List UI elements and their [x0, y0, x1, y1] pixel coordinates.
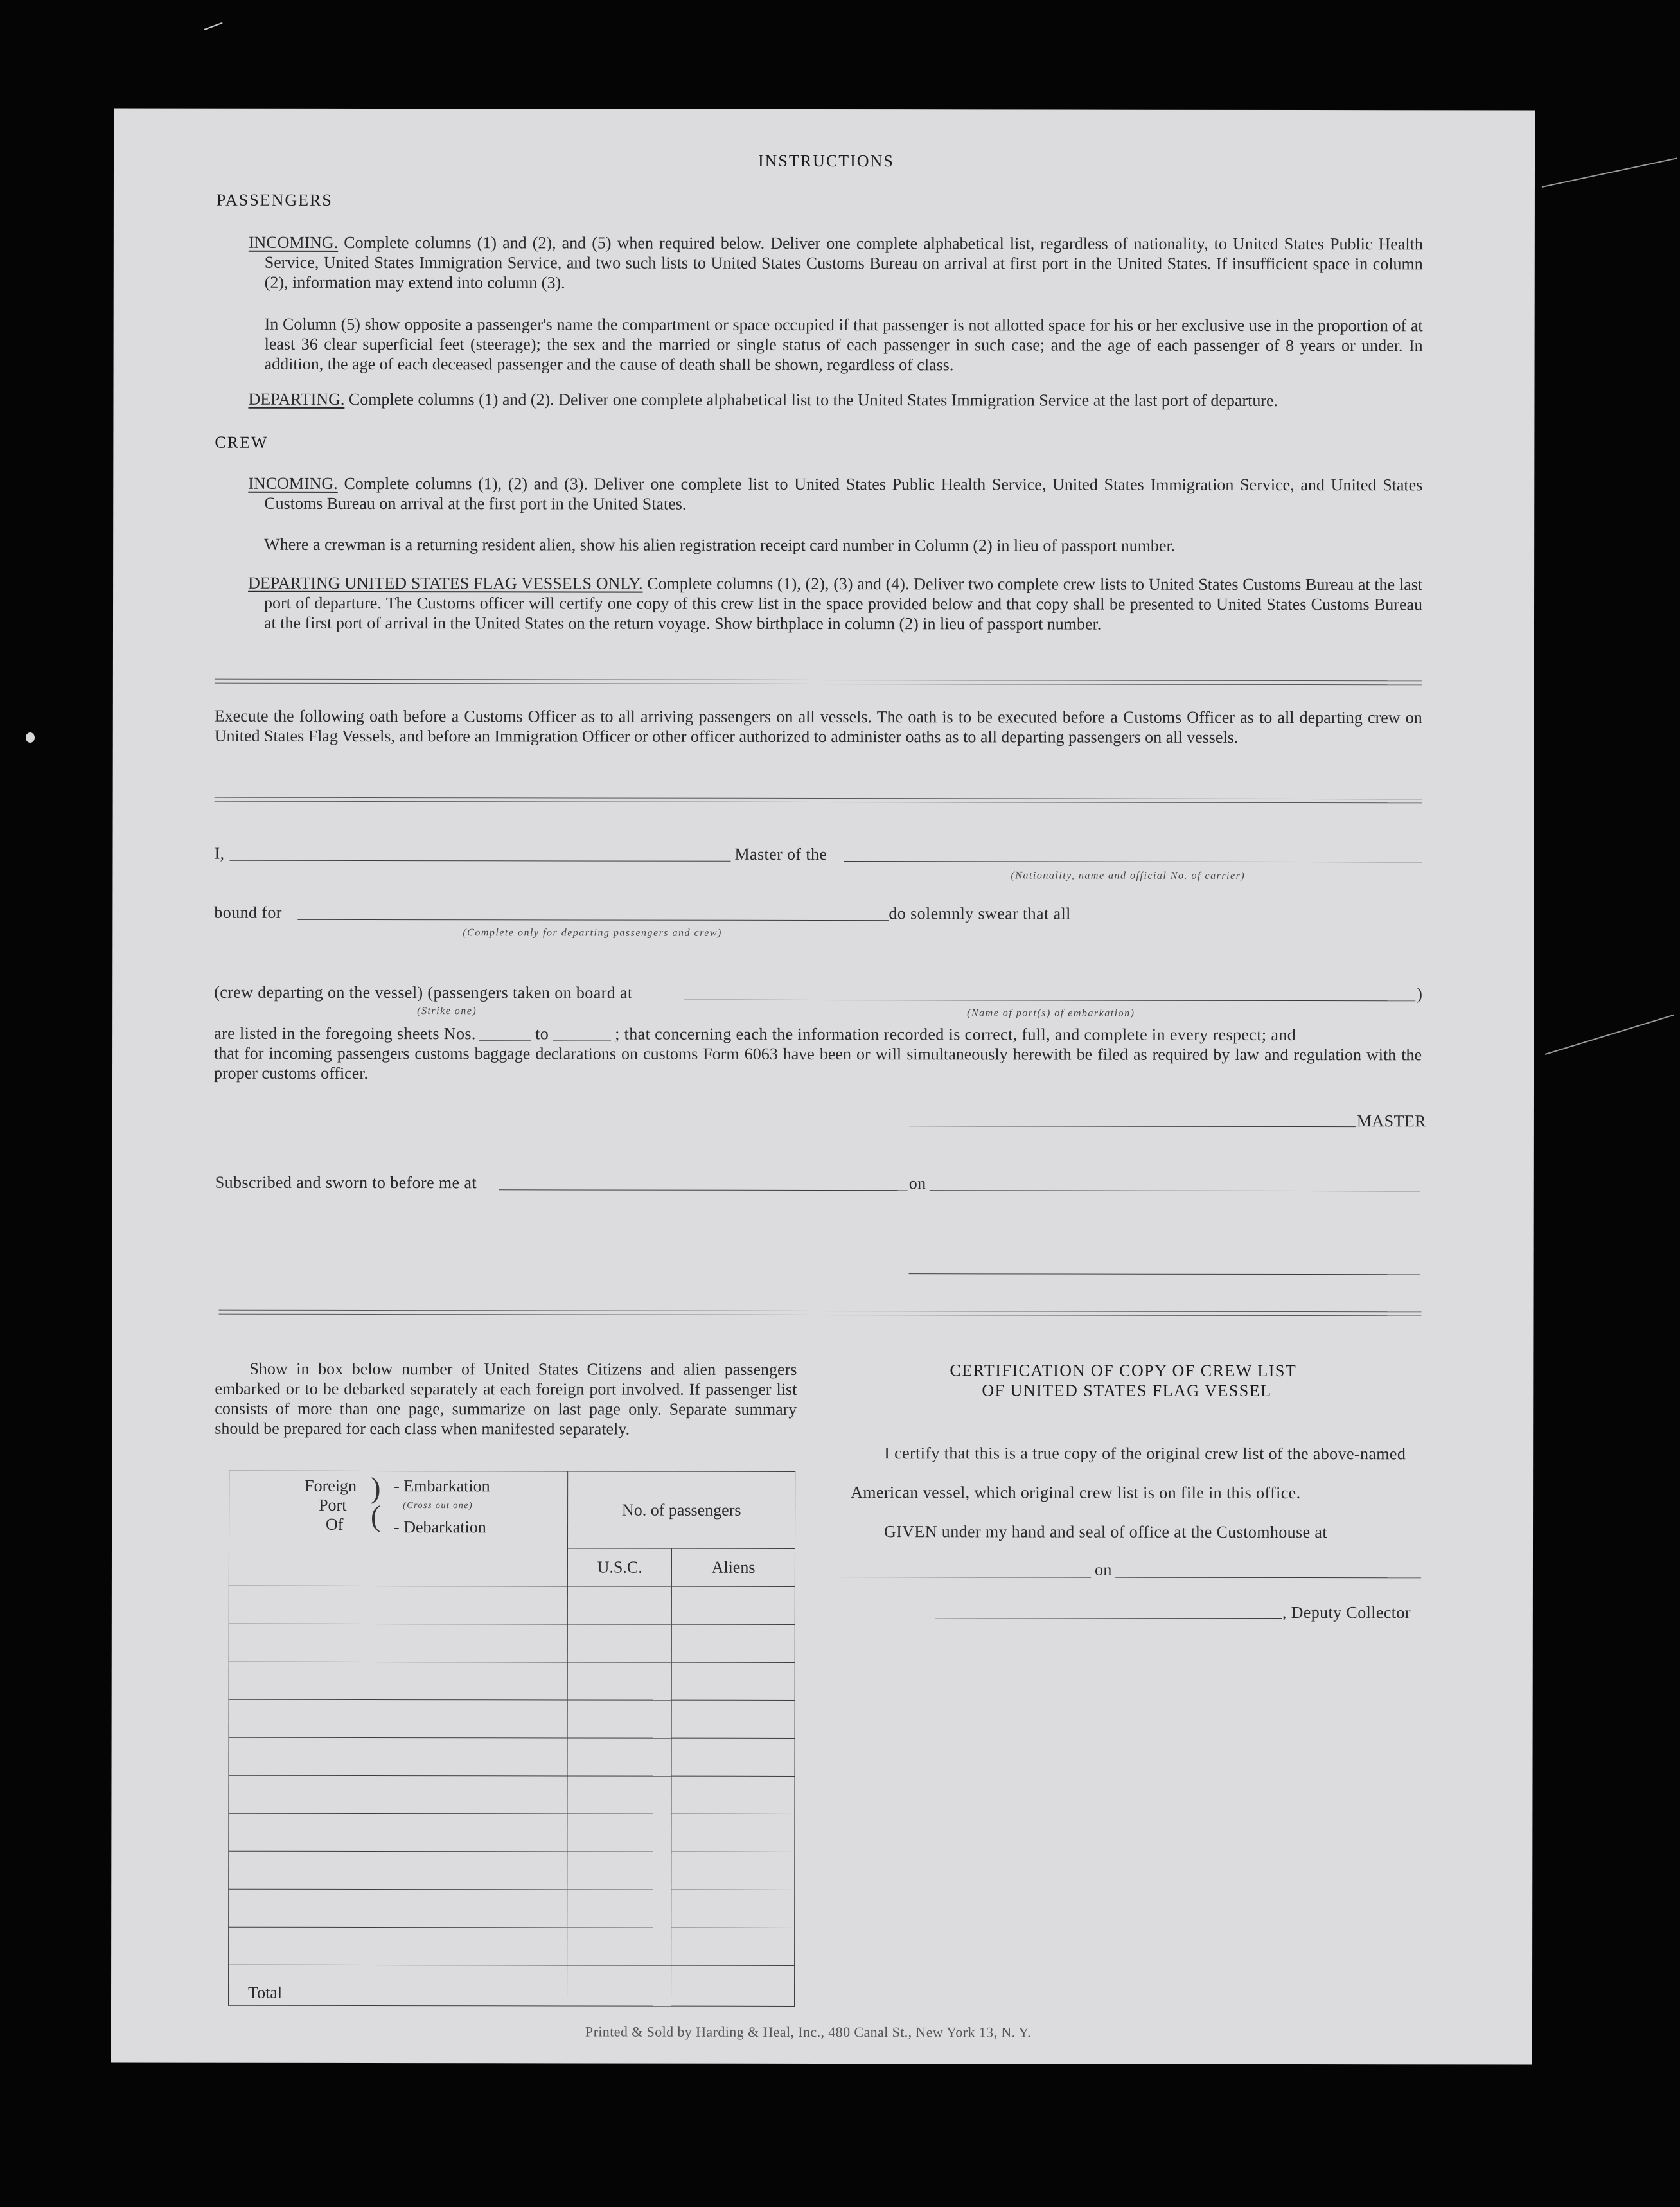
table-row: [229, 1775, 795, 1814]
vessel-field[interactable]: [844, 861, 1422, 862]
port-cell[interactable]: [229, 1851, 567, 1890]
crew-incoming-label: INCOMING.: [248, 474, 338, 493]
table-row: [229, 1624, 795, 1662]
oath-body: that for incoming passengers customs baggage declarations on customs Form 6063 have been or will simultaneously herewith be filed as required by law and regulation with the proper customs officer.: [214, 1043, 1422, 1083]
crew-passengers-text: (crew departing on the vessel) (passengers taken on board at: [214, 982, 633, 1002]
usc-cell[interactable]: [567, 1928, 671, 1965]
port-cell[interactable]: [229, 1624, 567, 1662]
officer-signature-line[interactable]: [909, 1273, 1420, 1275]
deputy-label: , Deputy Collector: [1282, 1602, 1411, 1622]
cert-on-text: on: [1094, 1560, 1112, 1579]
table-row: [229, 1851, 795, 1890]
debarkation-label: - Debarkation: [394, 1518, 486, 1537]
oath-i-label: I,: [214, 844, 225, 863]
close-paren: ): [1417, 984, 1423, 1004]
customhouse-field[interactable]: [831, 1577, 1091, 1578]
sworn-date-field[interactable]: [930, 1190, 1420, 1191]
table-row: [229, 1813, 795, 1852]
total-text: Total: [248, 1983, 283, 2002]
aliens-cell[interactable]: [671, 1814, 795, 1852]
port-cell[interactable]: [229, 1737, 567, 1776]
table-row: [229, 1927, 795, 1965]
total-usc-cell[interactable]: [567, 1965, 671, 2006]
crew-incoming-paragraph: [248, 474, 1422, 515]
aliens-cell[interactable]: [671, 1662, 795, 1700]
usc-cell[interactable]: [567, 1738, 671, 1776]
cross-out-caption: (Cross out one): [403, 1501, 473, 1511]
certify-line-1: I certify that this is a true copy of the original crew list of the above-named: [884, 1444, 1406, 1464]
passengers-heading: PASSENGERS: [216, 190, 333, 209]
aliens-cell[interactable]: [671, 1624, 795, 1662]
port-label: Port: [319, 1495, 347, 1514]
passengers-departing-label: DEPARTING.: [248, 389, 345, 409]
crew-resident-paragraph: Where a crewman is a returning resident alien, show his alien registration receipt card number in Column (2) in lieu of passport number.: [264, 535, 1176, 555]
given-text: GIVEN under my hand and seal of office at the Customhouse at: [884, 1522, 1328, 1542]
brace-glyph: (: [371, 1500, 381, 1533]
strike-caption: (Strike one): [417, 1006, 477, 1017]
crew-departing-text: Complete columns (1), (2), (3) and (4). Deliver two complete crew lists to United States Customs Bureau at the last port of departure. The Customs officer will certify one copy of this crew list in the space provided below and that copy shall be presented to United States Customs Bureau at the first port of arrival in the United States on the return voyage. Show birthplace in column (2) in lieu of passport number.: [263, 574, 1423, 634]
passenger-summary-table: [228, 1471, 795, 2007]
master-label: MASTER: [1356, 1112, 1426, 1131]
no-passengers-header: No. of passengers: [568, 1471, 795, 1548]
listed-in-text: are listed in the foregoing sheets Nos.: [214, 1024, 476, 1043]
port-cell[interactable]: [229, 1813, 567, 1852]
aliens-header: Aliens: [672, 1548, 795, 1586]
crew-departing-label: DEPARTING UNITED STATES FLAG VESSELS ONLY.: [248, 573, 643, 593]
film-speck: [26, 732, 35, 743]
form-page: [111, 108, 1535, 2064]
port-cell[interactable]: [229, 1775, 567, 1814]
to-text: to: [535, 1024, 549, 1043]
aliens-cell[interactable]: [671, 1700, 795, 1738]
summary-instructions: Show in box below number of United States Citizens and alien passengers embarked or to be debarked separately at each foreign port involved. If passenger list consists of more than one page, summarize on last page only. Separate summary should be prepared for each class when manifested separately.: [215, 1359, 797, 1439]
table-row: [229, 1737, 795, 1776]
instructions-title: INSTRUCTIONS: [757, 151, 894, 171]
passengers-incoming-text: Complete columns (1) and (2), and (5) when required below. Deliver one complete alphabetical list, regardless of nationality, to United States Public Health Service, United States Immigration Service, and two such lists to United States Customs Bureau on arrival at first port in the United States. If insufficient space in column (2), information may extend into column (3).: [264, 233, 1423, 292]
certification-title-2: OF UNITED STATES FLAG VESSEL: [982, 1381, 1272, 1400]
film-scratch: [1542, 157, 1677, 188]
on-text: on: [908, 1174, 926, 1193]
nationality-caption: (Nationality, name and official No. of carrier): [1011, 870, 1246, 882]
port-cell[interactable]: [229, 1889, 567, 1928]
usc-cell[interactable]: [567, 1852, 671, 1890]
foreign-label: Foreign: [305, 1476, 357, 1495]
total-row: [229, 1965, 795, 2006]
table-row: [229, 1889, 795, 1928]
passengers-departing-paragraph: [248, 389, 1422, 411]
aliens-cell[interactable]: [671, 1890, 795, 1928]
aliens-cell[interactable]: [671, 1776, 795, 1814]
deputy-signature-line[interactable]: [935, 1618, 1282, 1619]
usc-cell[interactable]: [567, 1662, 671, 1700]
certify-line-2: American vessel, which original crew list is on file in this office.: [851, 1483, 1301, 1503]
total-label: [229, 1965, 567, 2006]
port-cell[interactable]: [229, 1586, 567, 1624]
master-of-the-label: Master of the: [734, 844, 827, 864]
port-cell[interactable]: [229, 1927, 567, 1965]
usc-cell[interactable]: [568, 1586, 672, 1624]
section-divider: [215, 679, 1422, 686]
section-divider: [219, 1310, 1422, 1316]
usc-cell[interactable]: [567, 1814, 671, 1852]
crew-incoming-text: Complete columns (1), (2) and (3). Deliver one complete list to United States Public Health Service, United States Immigration Service, and United States Customs Bureau on arrival at the first port in the United States.: [264, 474, 1423, 513]
passengers-departing-text: Complete columns (1) and (2). Deliver one complete alphabetical list to the United States Immigration Service at the last port of departure.: [348, 389, 1278, 410]
crew-heading: CREW: [215, 432, 269, 452]
oath-intro: Execute the following oath before a Customs Officer as to all arriving passengers on all vessels. The oath is to be executed before a Customs Officer as to all departing crew on United States Flag Vessels, and before an Immigration Officer or other officer authorized to administer oaths as to all departing passengers on all vessels.: [214, 706, 1422, 747]
table-row: [229, 1586, 795, 1624]
subscribed-text: Subscribed and sworn to before me at: [215, 1173, 477, 1192]
embarkation-port-field[interactable]: [684, 1000, 1415, 1002]
usc-cell[interactable]: [567, 1776, 671, 1814]
sworn-at-field[interactable]: [499, 1189, 908, 1191]
column5-paragraph: In Column (5) show opposite a passenger's name the compartment or space occupied if that passenger is not allotted space for his or her exclusive use in the proportion of at least 36 clear superficial feet (steerage); the sex and the married or single status of each passenger in such case; and the age of each passenger of 8 years or under. In addition, the age of each deceased passenger and the cause of death shall be shown, regardless of class.: [264, 314, 1423, 375]
passengers-incoming-label: INCOMING.: [248, 233, 339, 252]
of-label: Of: [326, 1514, 344, 1534]
bound-for-caption: (Complete only for departing passengers and crew): [463, 927, 722, 939]
film-scratch: [1545, 1015, 1674, 1055]
master-signature-line[interactable]: [909, 1126, 1356, 1127]
aliens-cell[interactable]: [671, 1852, 795, 1890]
passengers-incoming-paragraph: [249, 233, 1423, 294]
usc-header: U.S.C.: [568, 1548, 672, 1586]
bound-for-label: bound for: [214, 903, 282, 922]
film-scratch: [204, 22, 223, 30]
foreign-port-header: [229, 1471, 568, 1586]
bound-for-field[interactable]: [297, 919, 889, 921]
section-divider: [215, 797, 1422, 804]
usc-cell[interactable]: [568, 1624, 672, 1662]
port-cell[interactable]: [229, 1699, 567, 1738]
usc-cell[interactable]: [567, 1700, 671, 1738]
embarkation-label: - Embarkation: [394, 1476, 490, 1496]
total-aliens-cell[interactable]: [671, 1965, 795, 2006]
table-row: [229, 1662, 795, 1700]
cert-date-field[interactable]: [1115, 1577, 1421, 1579]
sheet-from-field[interactable]: [479, 1040, 531, 1041]
aliens-cell[interactable]: [672, 1586, 795, 1624]
port-cell[interactable]: [229, 1662, 567, 1700]
aliens-cell[interactable]: [671, 1738, 795, 1776]
sheet-to-field[interactable]: [553, 1040, 611, 1041]
printer-footer: Printed & Sold by Harding & Heal, Inc., 480 Canal St., New York 13, N. Y.: [585, 2023, 1032, 2041]
crew-departing-paragraph: [248, 573, 1422, 635]
brace-glyph: ): [371, 1471, 381, 1505]
certification-title-1: CERTIFICATION OF COPY OF CREW LIST: [950, 1361, 1297, 1381]
table-row: [229, 1699, 795, 1738]
usc-cell[interactable]: [567, 1890, 671, 1928]
master-name-field[interactable]: [229, 860, 730, 862]
aliens-cell[interactable]: [671, 1928, 795, 1965]
swear-text: do solemnly swear that all: [889, 904, 1071, 923]
port-caption: (Name of port(s) of embarkation): [967, 1007, 1135, 1019]
concerning-text: ; that concerning each the information recorded is correct, full, and complete in every respect; and: [615, 1024, 1296, 1045]
